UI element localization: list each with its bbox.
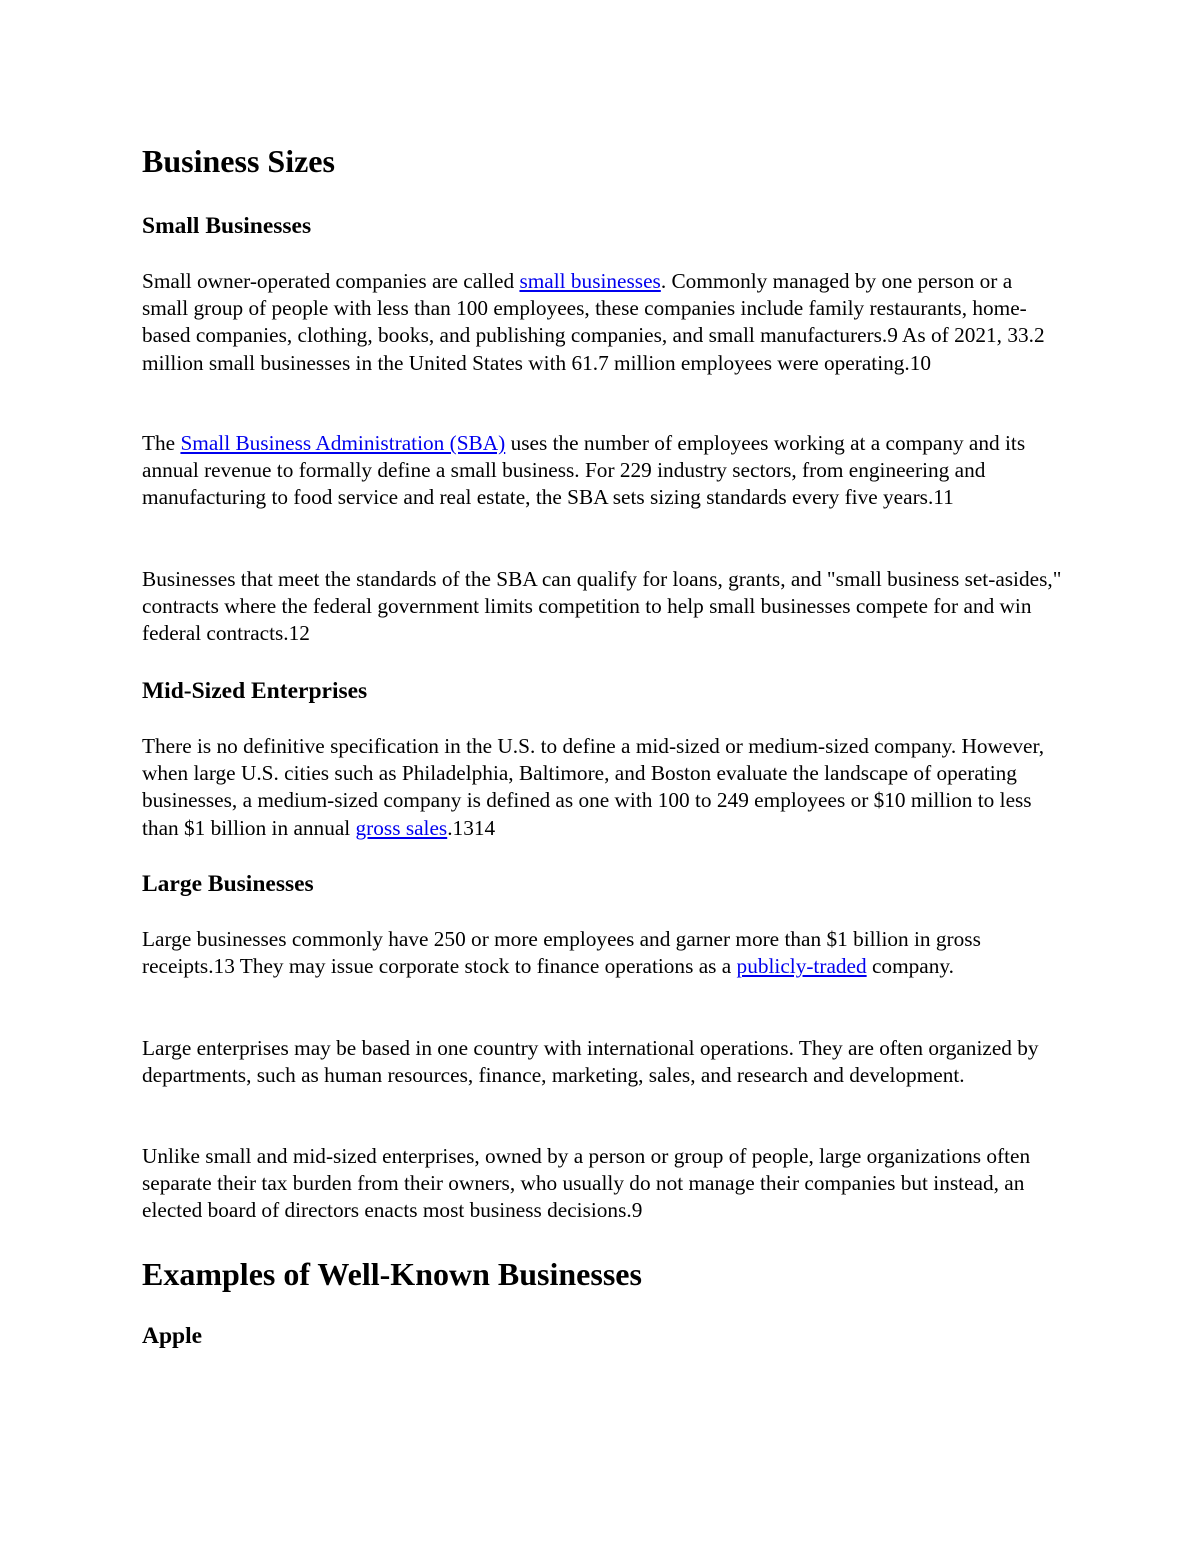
paragraph-text: Large businesses commonly have 250 or more employees and garner more than $1 billion in gross receipts.13 They may issue corporate stock to finance operations as a	[142, 927, 981, 979]
heading-large-businesses: Large Businesses	[142, 871, 314, 897]
heading-mid-sized-enterprises: Mid-Sized Enterprises	[142, 678, 368, 704]
paragraph-sba	[142, 430, 1062, 512]
paragraph-large-tax-burden: Unlike small and mid-sized enterprises, owned by a person or group of people, large organizations often separate their tax burden from their owners, who usually do not manage their companies but instead, an elected board of directors enacts most business decisions.9	[142, 1144, 1031, 1223]
paragraph-text: company.	[866, 954, 954, 979]
link-sba[interactable]: Small Business Administration (SBA)	[180, 431, 506, 455]
heading-examples: Examples of Well-Known Businesses	[142, 1256, 642, 1292]
heading-apple: Apple	[142, 1323, 203, 1349]
paragraph-large-intro	[142, 926, 1062, 980]
paragraph-text: Small owner-operated companies are called	[142, 269, 520, 293]
paragraph-mid-sized	[142, 733, 1062, 842]
paragraph-text: There is no definitive specification in the U.S. to define a mid-sized or medium-sized company. However, when large U.S. cities such as Philadelphia, Baltimore, and Boston evaluate the landscape of operating businesses, a medium-sized company is defined as one with 100 to 249 employees or $10 million to less than $1 billion in annual	[142, 734, 1045, 840]
paragraph-text: uses the number of employees working at a company and its annual revenue to formally define a small business. For 229 industry sectors, from engineering and manufacturing to food service and real estate, the SBA sets sizing standards every five years.11	[142, 431, 1026, 510]
link-gross-sales[interactable]: gross sales	[355, 815, 448, 840]
link-publicly-traded[interactable]: publicly-traded	[736, 954, 867, 979]
paragraph-large-departments: Large enterprises may be based in one country with international operations. They are often organized by departments, such as human resources, finance, marketing, sales, and research and development.	[142, 1036, 1039, 1088]
heading-business-sizes: Business Sizes	[142, 143, 335, 179]
paragraph-sba-standards: Businesses that meet the standards of the SBA can qualify for loans, grants, and "small business set-asides," contracts where the federal government limits competition to help small businesses compete for and win federal contracts.12	[142, 567, 1062, 646]
paragraph-text: .1314	[447, 815, 496, 840]
link-small-businesses[interactable]: small businesses	[519, 269, 661, 293]
paragraph-text: . Commonly managed by one person or a small group of people with less than 100 employees, these companies include family restaurants, home-based companies, clothing, books, and publishing companies, and small manufacturers.9 As of 2021, 33.2 million small businesses in the United States with 61.7 million employees were operating.10	[142, 269, 1045, 375]
paragraph-text: The	[142, 431, 181, 455]
heading-small-businesses: Small Businesses	[142, 213, 312, 239]
paragraph-small-businesses-intro	[142, 268, 1062, 377]
